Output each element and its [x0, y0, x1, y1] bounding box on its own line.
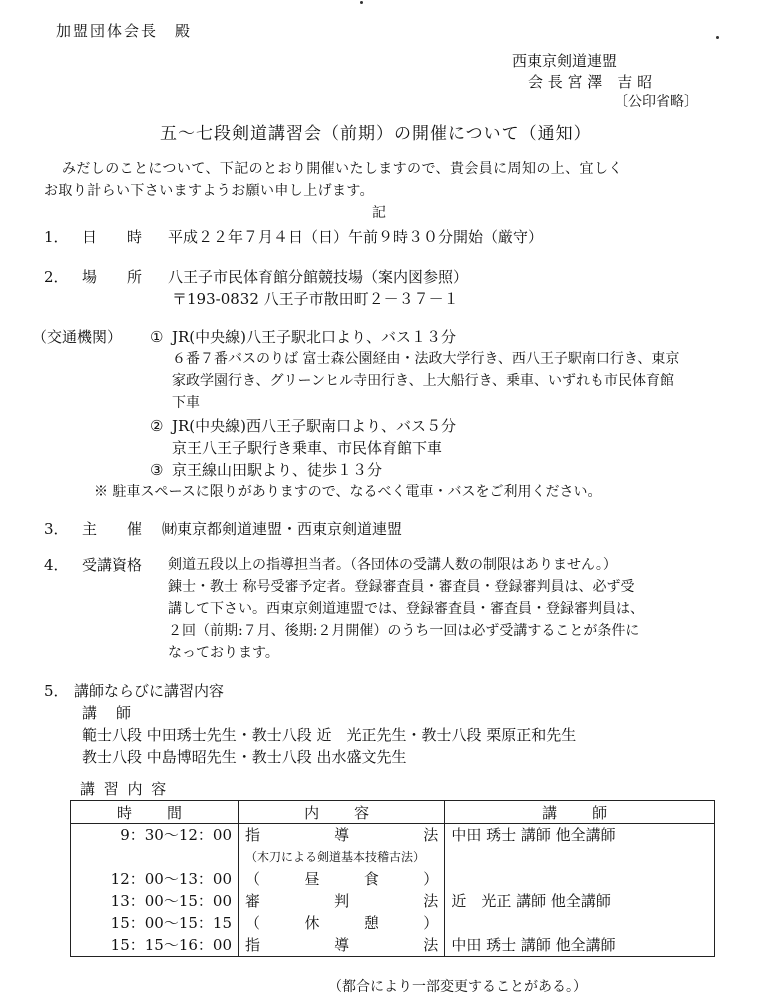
item-eligibility-label: 受講資格 — [82, 556, 143, 574]
content-char: 休 — [304, 914, 320, 932]
content-bokuto-note: （木刀による剣道基本技稽古法） — [245, 850, 426, 864]
time-slot-3: 13：00〜15：00 — [110, 892, 233, 910]
item-venue-number: 2． — [44, 268, 69, 286]
content-char: 指 — [245, 936, 261, 954]
content-char: ） — [423, 914, 439, 932]
schedule-label: 講 習 内 容 — [80, 780, 169, 798]
item-venue-address: 〒193-0832 八王子市散田町２－３７－１ — [172, 290, 459, 308]
schedule-body-row — [71, 824, 715, 957]
item-eligibility-number: 4． — [44, 556, 69, 574]
document-title: 五〜七段剣道講習会（前期）の開催について（通知） — [160, 124, 592, 144]
schedule-table — [70, 800, 715, 957]
intro-line-2: お取り計らい下さいますようお願い申し上げます。 — [44, 183, 375, 199]
ki-marker: 記 — [372, 205, 386, 221]
time-slot-1: 9：30〜12：00 — [120, 826, 233, 844]
header-instructor: 講 師 — [445, 801, 715, 824]
item-venue-label: 場 所 — [82, 268, 143, 286]
content-char: 法 — [423, 892, 439, 910]
instructor-slot-3: 中田 琇士 講師 他全講師 — [451, 936, 616, 954]
eligibility-line-5: なっております。 — [168, 645, 279, 661]
time-column — [71, 824, 239, 957]
addressee: 加盟団体会長 殿 — [56, 22, 193, 40]
item-venue-value: 八王子市民体育館分館競技場（案内図参照） — [168, 268, 469, 286]
content-char: 審 — [245, 892, 261, 910]
route-1-head: JR(中央線)八王子駅北口より、バス１３分 — [172, 328, 457, 346]
route-3-mark: ③ — [150, 461, 164, 479]
eligibility-line-2: 錬士・教士 称号受審予定者。登録審査員・審査員・登録審判員は、必ず受 — [168, 579, 635, 595]
scan-speck — [360, 1, 363, 4]
item-organizer-number: 3． — [44, 520, 69, 538]
content-teaching-1 — [245, 824, 438, 846]
content-char: 法 — [423, 936, 439, 954]
content-char: ） — [423, 870, 439, 888]
content-char: 憩 — [363, 914, 379, 932]
eligibility-line-3: 講して下さい。西東京剣道連盟では、登録審査員・審査員・登録審判員は、 — [168, 601, 644, 617]
sender-name: 会 長 宮 澤 吉 昭 — [528, 73, 653, 91]
content-char: 昼 — [304, 870, 320, 888]
item-date-label: 日 時 — [82, 228, 143, 246]
footer-note: （都合により一部変更することがある。） — [328, 979, 587, 995]
seal-note: 〔公印省略〕 — [614, 94, 698, 110]
item-date-value: 平成２２年７月４日（日）午前９時３０分開始（厳守） — [168, 228, 544, 246]
parking-note: ※ 駐車スペースに限りがありますので、なるべく電車・バスをご利用ください。 — [94, 484, 602, 500]
content-char: 指 — [245, 826, 261, 844]
content-char: 判 — [334, 892, 350, 910]
time-slot-2: 12：00〜13：00 — [110, 870, 233, 888]
intro-line-1: みだしのことについて、下記のとおり開催いたしますので、貴会員に周知の上、宜しく — [62, 161, 623, 177]
route-1-line-2: 家政学園行き、グリーンヒル寺田行き、上大船行き、乗車、いずれも市民体育館 — [172, 373, 675, 389]
instructor-column — [445, 824, 715, 957]
item-instructors-heading: 講師ならびに講習内容 — [74, 682, 225, 700]
content-char: （ — [245, 914, 261, 932]
schedule-header-row — [71, 801, 715, 824]
content-char: 法 — [423, 826, 439, 844]
route-2-head: JR(中央線)西八王子駅南口より、バス５分 — [172, 417, 457, 435]
content-char: 導 — [334, 936, 350, 954]
item-instructors-number: 5． — [44, 682, 69, 700]
instructor-slot-lunch — [451, 868, 708, 890]
instructors-sub-label: 講 師 — [82, 704, 134, 722]
content-column — [239, 824, 445, 957]
content-char: 導 — [334, 826, 350, 844]
item-organizer-label: 主 催 — [82, 520, 143, 538]
content-break — [245, 912, 438, 934]
instructor-slot-2: 近 光正 講師 他全講師 — [451, 892, 611, 910]
content-refereeing — [245, 890, 438, 912]
route-2-line-1: 京王八王子駅行き乗車、市民体育館下車 — [172, 439, 443, 457]
item-date-number: 1． — [44, 228, 69, 246]
content-char: （ — [245, 870, 261, 888]
content-char: 食 — [363, 870, 379, 888]
instructors-line-2: 教士八段 中島博昭先生・教士八段 出水盛文先生 — [82, 748, 407, 766]
content-lunch — [245, 868, 438, 890]
header-time: 時 間 — [71, 801, 239, 824]
eligibility-line-1: 剣道五段以上の指導担当者。（各団体の受講人数の制限はありません。） — [168, 557, 617, 573]
instructor-slot-blank — [451, 846, 708, 868]
scan-speck — [716, 36, 719, 39]
route-2-mark: ② — [150, 417, 164, 435]
sender-org: 西東京剣道連盟 — [512, 52, 618, 70]
item-organizer-value: ㈶東京都剣道連盟・西東京剣道連盟 — [162, 520, 403, 538]
eligibility-line-4: ２回（前期:７月、後期:２月開催）のうち一回は必ず受講することが条件に — [168, 623, 640, 639]
header-content: 内 容 — [239, 801, 445, 824]
route-1-line-3: 下車 — [172, 395, 200, 411]
content-teaching-2 — [245, 934, 438, 956]
time-slot-blank — [77, 846, 232, 868]
time-slot-4: 15：00〜15：15 — [110, 914, 233, 932]
route-1-line-1: ６番７番バスのりば 富士森公園経由・法政大学行き、西八王子駅南口行き、東京 — [172, 351, 680, 367]
instructor-slot-break — [451, 912, 708, 934]
time-slot-5: 15：15〜16：00 — [110, 936, 233, 954]
route-3-head: 京王線山田駅より、徒歩１３分 — [172, 461, 383, 479]
instructors-line-1: 範士八段 中田琇士先生・教士八段 近 光正先生・教士八段 栗原正和先生 — [82, 726, 577, 744]
route-1-mark: ① — [150, 328, 164, 346]
instructor-slot-1: 中田 琇士 講師 他全講師 — [451, 826, 616, 844]
transport-label: （交通機関） — [32, 328, 123, 346]
